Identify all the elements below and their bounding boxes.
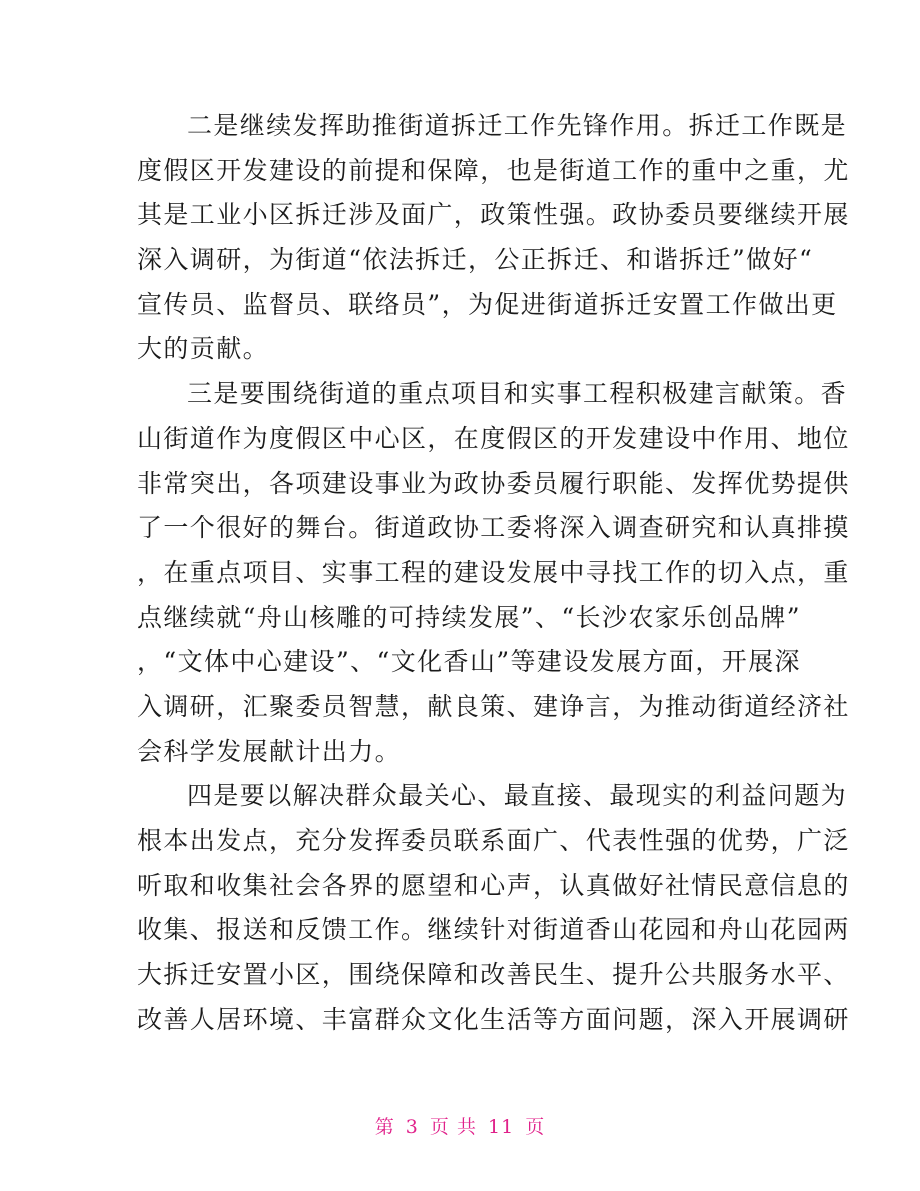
text-line: 听取和收集社会各界的愿望和心声，认真做好社情民意信息的: [137, 870, 850, 900]
text-line: 改善人居环境、丰富群众文化生活等方面问题，深入开展调研: [137, 1004, 850, 1034]
text-line: 非常突出，各项建设事业为政协委员履行职能、发挥优势提供: [137, 468, 850, 498]
footer-prefix: 第: [374, 1116, 395, 1138]
text-line: ，在重点项目、实事工程的建设发展中寻找工作的切入点，重: [137, 557, 850, 587]
text-line: 宣传员、监督员、联络员”，为促进街道拆迁安置工作做出更: [137, 289, 838, 319]
footer-middle: 页 共: [429, 1116, 477, 1138]
text-line: 大的贡献。: [137, 334, 270, 364]
text-line: 三是要围绕街道的重点项目和实事工程积极建言献策。香: [187, 379, 848, 409]
paragraph-2: [137, 372, 850, 774]
page-footer: [0, 1112, 920, 1139]
text-line: 山街道作为度假区中心区，在度假区的开发建设中作用、地位: [137, 423, 850, 453]
text-line: 四是要以解决群众最关心、最直接、最现实的利益问题为: [187, 781, 848, 811]
footer-suffix: 页: [525, 1116, 546, 1138]
paragraph-1: [137, 104, 850, 372]
text-line: 深入调研，为街道“依法拆迁，公正拆迁、和谐拆迁”做好“: [137, 245, 814, 275]
paragraph-3: [137, 774, 850, 1042]
text-line: 了一个很好的舞台。街道政协工委将深入调查研究和认真排摸: [137, 513, 850, 543]
text-line: 大拆迁安置小区，围绕保障和改善民生、提升公共服务水平、: [137, 960, 850, 990]
text-line: ，“文体中心建设”、“文化香山”等建设发展方面，开展深: [137, 647, 801, 677]
footer-total-pages: 11: [488, 1116, 515, 1138]
text-line: 入调研，汇聚委员智慧，献良策、建诤言，为推动街道经济社: [137, 691, 850, 721]
text-line: 度假区开发建设的前提和保障，也是街道工作的重中之重，尤: [137, 155, 850, 185]
text-line: 收集、报送和反馈工作。继续针对街道香山花园和舟山花园两: [137, 915, 850, 945]
text-line: 二是继续发挥助推街道拆迁工作先锋作用。拆迁工作既是: [187, 111, 848, 140]
text-line: 会科学发展献计出力。: [137, 736, 402, 766]
document-body: [137, 104, 850, 1042]
text-line: 点继续就“舟山核雕的可持续发展”、“长沙农家乐创品牌”: [137, 602, 801, 632]
footer-current-page: 3: [405, 1116, 419, 1138]
text-line: 其是工业小区拆迁涉及面广，政策性强。政协委员要继续开展: [137, 200, 850, 230]
text-line: 根本出发点，充分发挥委员联系面广、代表性强的优势，广泛: [137, 826, 850, 855]
